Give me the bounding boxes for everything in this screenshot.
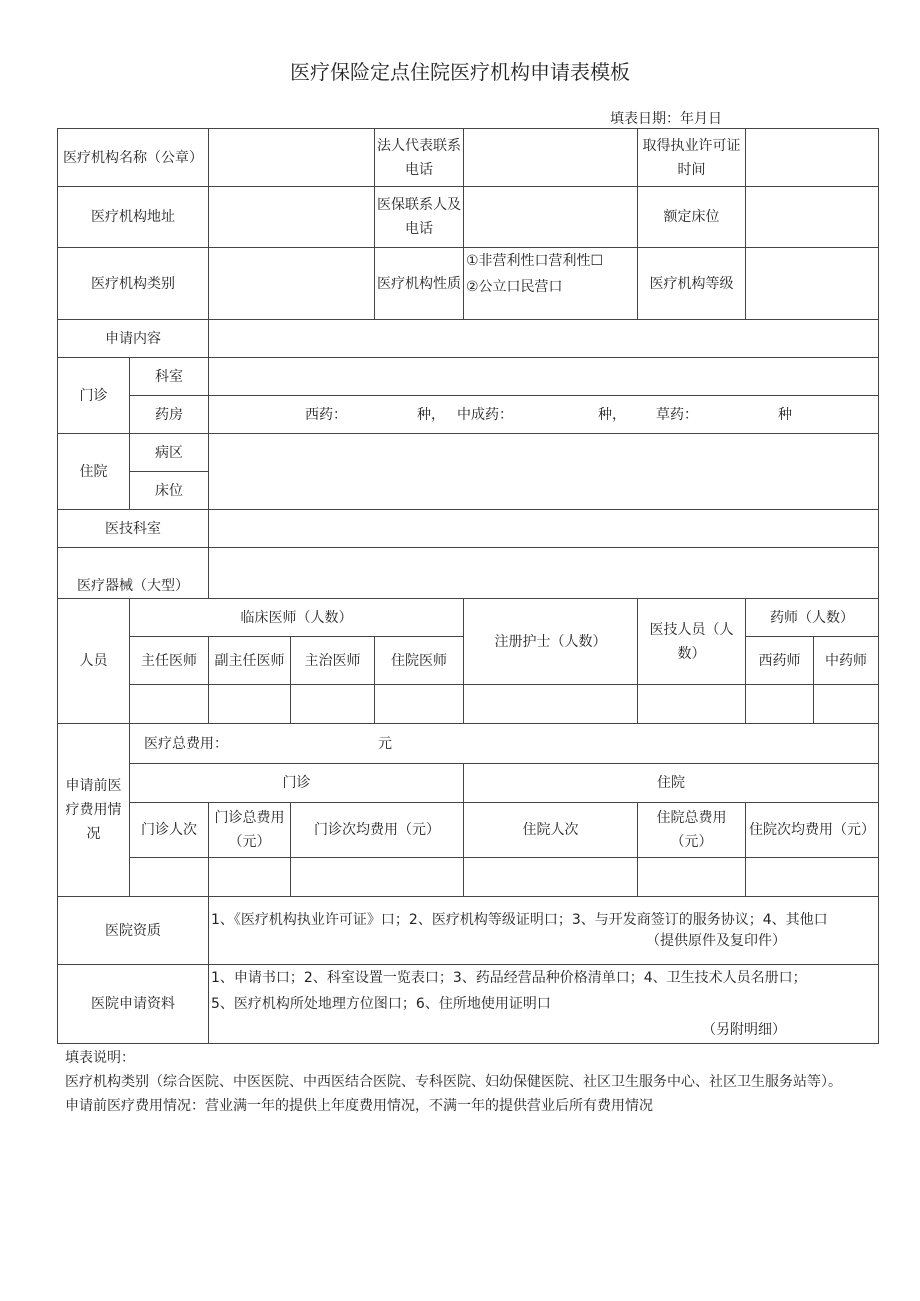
label-clinical: 临床医师（人数） [130,599,464,637]
field-license-time[interactable] [746,129,879,187]
label-legal-rep: 法人代表联系电话 [375,129,464,187]
field-equipment[interactable] [209,548,879,599]
field-attending[interactable] [291,685,375,724]
materials-line-1: 1、申请书口；2、科室设置一览表口；3、药品经营品种价格清单口；4、卫生技术人员名册口； [211,970,807,986]
field-total-cost[interactable] [130,724,879,764]
field-org-name[interactable] [209,129,375,187]
label-inpatient: 住院 [58,434,130,510]
label-equipment: 医疗器械（大型） [58,548,209,599]
field-medtech-staff[interactable] [638,685,746,724]
materials-line-2: 5、医疗机构所处地理方位图口；6、住所地使用证明口 [211,996,551,1012]
label-qualification: 医院资质 [58,897,209,965]
application-form-table [57,128,879,1044]
field-org-type[interactable] [209,248,375,320]
label-org-type: 医疗机构类别 [58,248,209,320]
unit-label: 种， [417,406,445,423]
label-medtech-dept: 医技科室 [58,510,209,548]
label-outpatient: 门诊 [58,358,130,434]
field-ip-visits[interactable] [464,858,638,897]
label-insurance-contact: 医保联系人及电话 [375,187,464,248]
label-op-total: 门诊总费用（元） [209,803,291,858]
field-op-avg[interactable] [291,858,464,897]
field-resident[interactable] [375,685,464,724]
label-chief: 主任医师 [130,637,209,685]
field-ip-total[interactable] [638,858,746,897]
field-apply-content[interactable] [209,320,879,358]
field-pharmacy[interactable] [209,396,879,434]
field-beds[interactable] [746,187,879,248]
field-org-level[interactable] [746,248,879,320]
field-western[interactable] [746,685,814,724]
chinese-patent-label: 中成药： [457,406,513,423]
label-ip-total: 住院总费用（元） [638,803,746,858]
field-insurance-contact[interactable] [464,187,638,248]
qualification-note: （提供原件及复印件） [646,932,786,949]
label-pharmacy: 药房 [130,396,209,434]
label-materials: 医院申请资料 [58,965,209,1044]
label-cost: 申请前医疗费用情况 [58,724,130,897]
field-legal-rep[interactable] [464,129,638,187]
label-western: 西药师 [746,637,814,685]
nature-option-2[interactable]: ②公立口民营口 [466,279,563,295]
label-beds: 额定床位 [638,187,746,248]
field-qualification[interactable] [209,897,879,965]
label-deputy: 副主任医师 [209,637,291,685]
instruction-item: 申请前医疗费用情况：营业满一年的提供上年度费用情况，不满一年的提供营业后所有费用情况 [65,1098,653,1114]
label-address: 医疗机构地址 [58,187,209,248]
document-title: 医疗保险定点住院医疗机构申请表模板 [290,60,630,84]
label-dept: 科室 [130,358,209,396]
total-cost-label: 医疗总费用： [144,735,228,752]
fill-instructions [65,1046,875,1118]
field-deputy[interactable] [209,685,291,724]
label-pharmacist: 药师（人数） [746,599,879,637]
label-cost-ip: 住院 [464,764,879,803]
field-dept[interactable] [209,358,879,396]
label-nurse: 注册护士（人数） [464,599,638,685]
field-chinese[interactable] [814,685,879,724]
herbal-label: 草药： [656,406,698,423]
label-staff: 人员 [58,599,130,724]
label-chinese: 中药师 [814,637,879,685]
label-org-name: 医疗机构名称（公章） [58,129,209,187]
unit-label: 元 [378,735,392,752]
label-ward: 病区 [130,434,209,472]
label-license-time: 取得执业许可证时间 [638,129,746,187]
label-op-visits: 门诊人次 [130,803,209,858]
instructions-heading: 填表说明： [65,1050,135,1066]
field-nurse[interactable] [464,685,638,724]
field-org-nature[interactable] [464,248,638,320]
materials-note: （另附明细） [702,1022,786,1038]
label-bed: 床位 [130,472,209,510]
label-ip-avg: 住院次均费用（元） [746,803,879,858]
field-op-visits[interactable] [130,858,209,897]
label-cost-op: 门诊 [130,764,464,803]
qualification-text: 1、《医疗机构执业许可证》口；2、医疗机构等级证明口；3、与开发商签订的服务协议；4、其他口 [211,911,828,928]
nature-option-1[interactable]: ①非营利性口营利性☐ [466,253,604,269]
label-medtech-staff: 医技人员（人数） [638,599,746,685]
fill-date: 填表日期：年月日 [610,111,722,127]
label-ip-visits: 住院人次 [464,803,638,858]
label-org-level: 医疗机构等级 [638,248,746,320]
field-chief[interactable] [130,685,209,724]
instruction-item: 医疗机构类别（综合医院、中医医院、中西医结合医院、专科医院、妇幼保健医院、社区卫生服务中心、社区卫生服务站等）。 [65,1074,842,1090]
field-op-total[interactable] [209,858,291,897]
label-attending: 主治医师 [291,637,375,685]
field-address[interactable] [209,187,375,248]
field-ip-avg[interactable] [746,858,879,897]
field-medtech-dept[interactable] [209,510,879,548]
field-materials[interactable] [209,965,879,1044]
label-apply-content: 申请内容 [58,320,209,358]
western-drug-label: 西药： [305,406,347,423]
label-op-avg: 门诊次均费用（元） [291,803,464,858]
field-ward-bed[interactable] [209,434,879,510]
unit-label: 种， [598,406,626,423]
label-resident: 住院医师 [375,637,464,685]
label-org-nature: 医疗机构性质 [375,248,464,320]
unit-label: 种 [778,406,792,423]
